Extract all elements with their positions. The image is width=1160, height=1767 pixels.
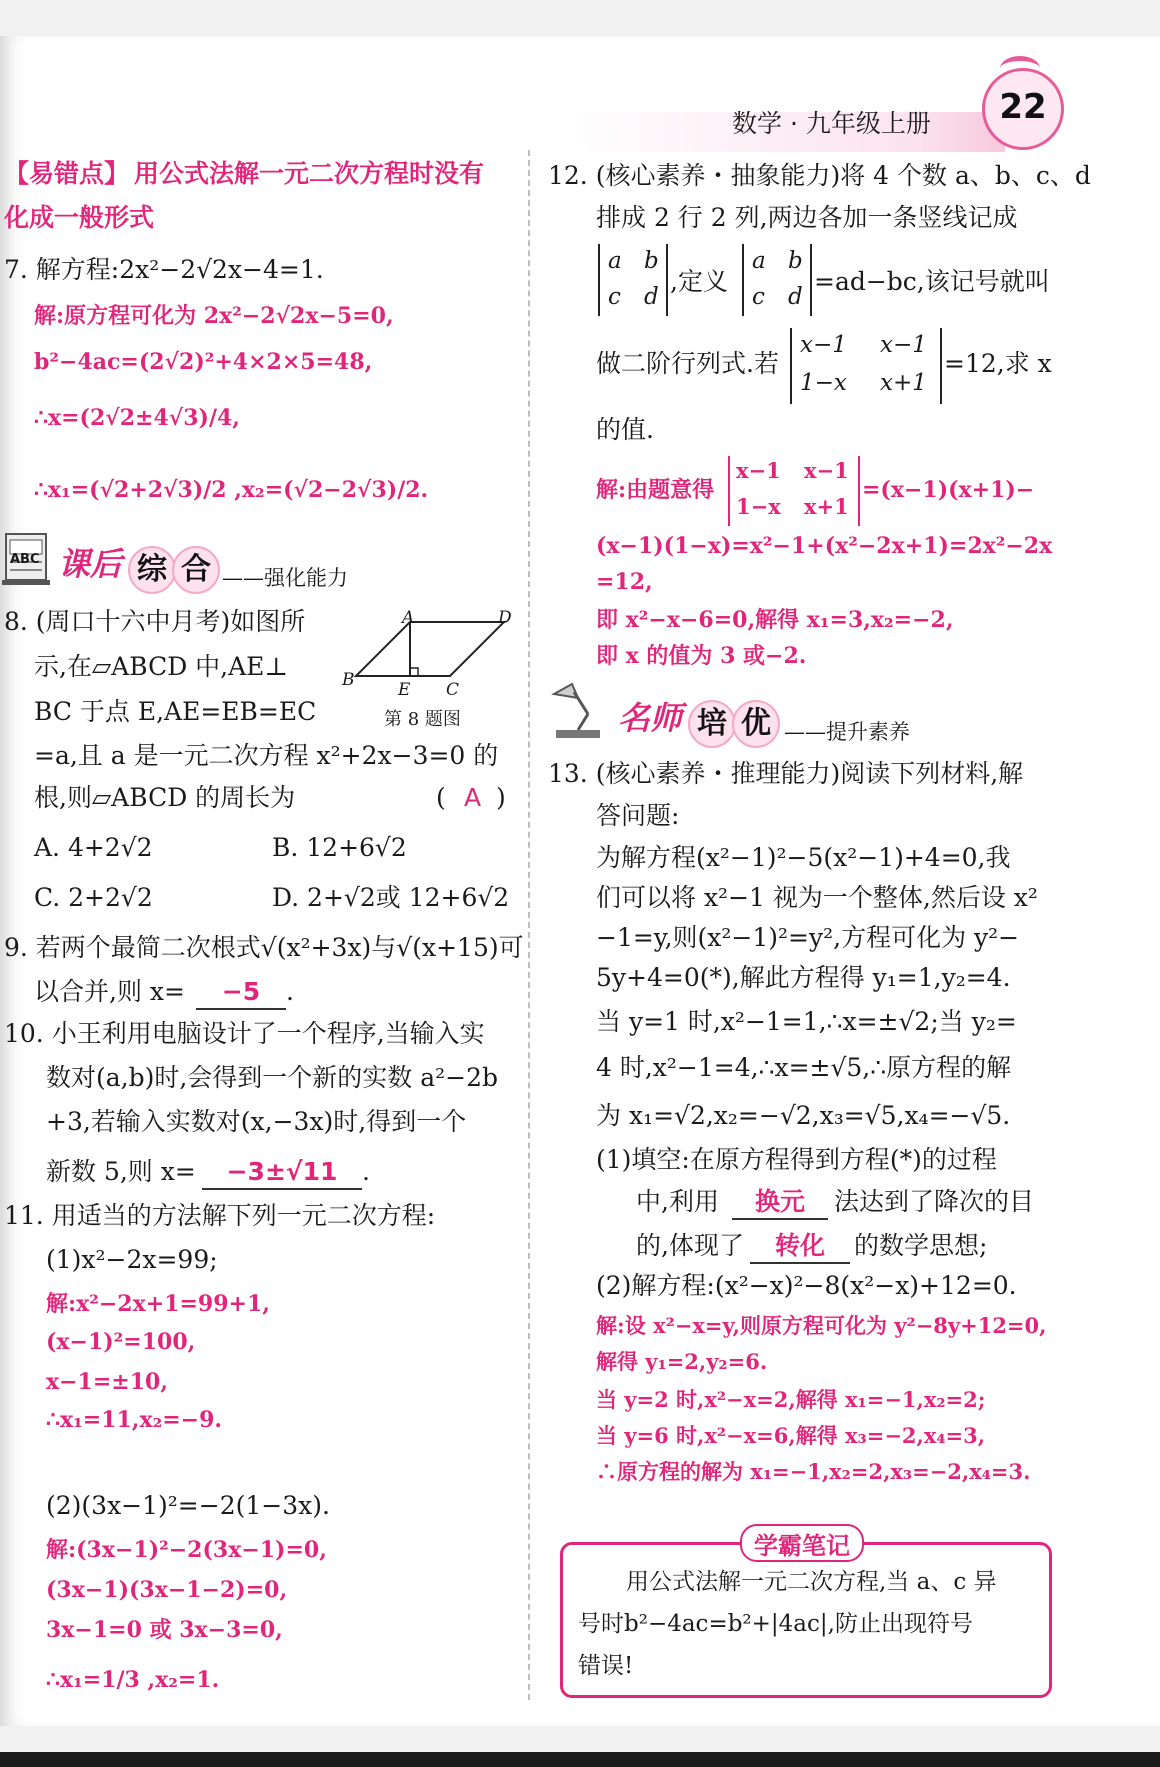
- q7-solution-line: b²−4ac=(2√2)²+4×2×5=48,: [34, 349, 373, 375]
- section-title-after-class: 课后: [58, 545, 123, 583]
- q13-answer-substitution: 换元: [732, 1186, 828, 1220]
- question-12-line: 12. (核心素养・抽象能力)将 4 个数 a、b、c、d: [548, 161, 1091, 190]
- section-title-badge: 培: [688, 700, 736, 748]
- q11-2-solution-line: ∴x₁=1/3 ,x₂=1.: [46, 1667, 220, 1693]
- q9-answer-blank: −5 .: [196, 976, 294, 1010]
- q10-answer-blank: −3±√11 .: [202, 1156, 370, 1190]
- determinant-abcd: [598, 244, 668, 316]
- pitfall-title-line2: 化成一般形式: [4, 203, 155, 232]
- q12-solution-line: =12,: [596, 569, 653, 595]
- question-13-line: 为 x₁=√2,x₂=−√2,x₃=√5,x₄=−√5.: [596, 1101, 1011, 1130]
- q13-2-solution-line: 当 y=2 时,x²−x=2,解得 x₁=−1,x₂=2;: [596, 1387, 986, 1412]
- notebook-icon-label: ABC: [10, 552, 40, 567]
- matrix-cell: b: [644, 248, 659, 274]
- q12-solution-line: (x−1)(1−x)=x²−1+(x²−2x+1)=2x²−2x: [596, 533, 1053, 559]
- matrix-cell: x+1: [880, 370, 927, 396]
- question-10-line: +3,若输入实数对(x,−3x)时,得到一个: [46, 1107, 467, 1136]
- q7-solution-line: 解:原方程可化为 2x²−2√2x−5=0,: [34, 303, 394, 329]
- matrix-cell: x+1: [804, 494, 849, 519]
- question-8-line: 根,则▱ABCD 的周长为: [34, 783, 296, 812]
- question-13-line: 5y+4=0(*),解此方程得 y₁=1,y₂=4.: [596, 963, 1011, 992]
- section-title-badge: 合: [172, 546, 220, 594]
- pitfall-title-line1: 用公式法解一元二次方程时没有: [134, 159, 485, 188]
- q8-answer: A: [464, 783, 482, 812]
- figure-label-e: E: [398, 680, 411, 700]
- section-title-badge: 优: [732, 700, 780, 748]
- page-number-badge: [982, 68, 1064, 150]
- matrix-cell: 1−x: [800, 370, 847, 396]
- question-10-line: 新数 5,则 x=: [46, 1157, 196, 1186]
- q13-2-solution-line: 解:设 x²−x=y,则原方程可化为 y²−8y+12=0,: [596, 1313, 1047, 1338]
- q12-line3: 做二阶行列式.若: [596, 349, 779, 378]
- q13-2-solution-line: 当 y=6 时,x²−x=6,解得 x₃=−2,x₄=3,: [596, 1423, 986, 1448]
- column-divider: [528, 150, 530, 1700]
- q13-part1: 的,体现了: [636, 1231, 744, 1260]
- question-13-line: 为解方程(x²−1)²−5(x²−1)+4=0,我: [596, 843, 1011, 872]
- q11-1-solution-line: 解:x²−2x+1=99+1,: [46, 1291, 270, 1317]
- matrix-cell: c: [608, 284, 621, 310]
- section-title-master: 名师: [618, 699, 683, 737]
- q13-part1: 的数学思想;: [854, 1231, 988, 1260]
- q11-part1: (1)x²−2x=99;: [46, 1245, 218, 1274]
- question-13-line: 13. (核心素养・推理能力)阅读下列材料,解: [548, 759, 1024, 788]
- question-10-line: 10. 小王利用电脑设计了一个程序,当输入实: [4, 1019, 485, 1048]
- figure-label-a: A: [402, 608, 415, 628]
- answer-paren-open: (: [436, 783, 446, 812]
- q11-1-solution-line: (x−1)²=100,: [46, 1329, 196, 1355]
- question-9-line: 9. 若两个最简二次根式√(x²+3x)与√(x+15)可: [4, 933, 524, 962]
- question-13-line: 4 时,x²−1=4,∴x=±√5,∴原方程的解: [596, 1053, 1012, 1082]
- q13-part1: 法达到了降次的目: [834, 1187, 1035, 1216]
- q13-part1: 中,利用: [636, 1187, 719, 1216]
- matrix-cell: a: [608, 248, 622, 274]
- question-7: 7. 解方程:2x²−2√2x−4=1.: [4, 255, 324, 284]
- subject-header: 数学 · 九年级上册: [732, 109, 931, 138]
- q12-definition-text: =ad−bc,该记号就叫: [814, 267, 1050, 296]
- matrix-cell: x−1: [800, 332, 847, 358]
- answer-paren-close: ): [496, 783, 506, 812]
- q13-2-solution-line: 解得 y₁=2,y₂=6.: [596, 1349, 768, 1374]
- q11-1-solution-line: ∴x₁=11,x₂=−9.: [46, 1407, 223, 1433]
- figure-label-b: B: [342, 670, 355, 690]
- question-8-line: =a,且 a 是一元二次方程 x²+2x−3=0 的: [34, 741, 499, 770]
- q13-answer-transformation: 转化: [750, 1230, 850, 1264]
- q12-definition-text: ,定义: [670, 267, 728, 296]
- matrix-cell: d: [644, 284, 659, 310]
- question-13-line: 们可以将 x²−1 视为一个整体,然后设 x²: [596, 883, 1038, 912]
- determinant-x: [790, 328, 942, 404]
- study-note-line: 错误!: [578, 1653, 634, 1679]
- matrix-cell: a: [752, 248, 766, 274]
- matrix-cell: x−1: [804, 458, 849, 483]
- figure-label-c: C: [446, 680, 460, 700]
- q10-answer: −3±√11: [202, 1156, 362, 1190]
- determinant-abcd-2: [742, 244, 812, 316]
- matrix-cell: c: [752, 284, 765, 310]
- q12-line3-end: =12,求 x: [944, 349, 1052, 378]
- q13-2-solution-line: ∴原方程的解为 x₁=−1,x₂=2,x₃=−2,x₄=3.: [596, 1459, 1031, 1484]
- section-subtitle: ——强化能力: [222, 566, 348, 590]
- matrix-cell: 1−x: [736, 494, 781, 519]
- matrix-cell: b: [788, 248, 803, 274]
- question-12-line: 排成 2 行 2 列,两边各加一条竖线记成: [596, 203, 1018, 232]
- matrix-cell: x−1: [736, 458, 781, 483]
- figure-caption: 第 8 题图: [384, 709, 461, 730]
- q12-solution-line: =(x−1)(x+1)−: [862, 477, 1035, 503]
- matrix-cell: x−1: [880, 332, 927, 358]
- question-13-line: −1=y,则(x²−1)²=y²,方程可化为 y²−: [596, 923, 1020, 952]
- q11-part2: (2)(3x−1)²=−2(1−3x).: [46, 1491, 330, 1520]
- question-13-line: 当 y=1 时,x²−1=1,∴x=±√2;当 y₂=: [596, 1007, 1017, 1036]
- q12-solution-line: 解:由题意得: [596, 477, 715, 503]
- q11-2-solution-line: (3x−1)(3x−1−2)=0,: [46, 1577, 288, 1603]
- page-number: 22: [999, 87, 1047, 127]
- parallelogram-figure: [340, 606, 520, 698]
- section-title-badge: 综: [128, 546, 176, 594]
- q12-solution-line: 即 x 的值为 3 或−2.: [596, 643, 807, 669]
- question-9-line: 以合并,则 x=: [34, 977, 185, 1006]
- q8-option: D. 2+√2或 12+6√2: [272, 883, 510, 912]
- bottom-bar: [0, 1752, 1160, 1767]
- q7-solution-line: ∴x=(2√2±4√3)/4,: [34, 405, 240, 431]
- q7-solution-line: ∴x₁=(√2+2√3)/2 ,x₂=(√2−2√3)/2.: [34, 477, 429, 503]
- study-note-title: 学霸笔记: [740, 1524, 864, 1562]
- study-note-line: 用公式法解一元二次方程,当 a、c 异: [626, 1569, 997, 1595]
- figure-label-d: D: [498, 608, 512, 628]
- question-8-line: 示,在▱ABCD 中,AE⊥: [34, 652, 288, 681]
- q11-2-solution-line: 3x−1=0 或 3x−3=0,: [46, 1617, 283, 1643]
- question-10-line: 数对(a,b)时,会得到一个新的实数 a²−2b: [46, 1063, 499, 1092]
- q8-option: C. 2+2√2: [34, 883, 153, 912]
- q8-option: A. 4+2√2: [34, 833, 153, 862]
- q11-2-solution-line: 解:(3x−1)²−2(3x−1)=0,: [46, 1537, 327, 1563]
- q13-part1: (1)填空:在原方程得到方程(*)的过程: [596, 1145, 997, 1174]
- pitfall-tag: 【易错点】: [4, 159, 130, 188]
- q12-line4: 的值.: [596, 415, 654, 444]
- question-13-line: 答问题:: [596, 801, 680, 830]
- q9-answer: −5: [196, 976, 286, 1010]
- matrix-cell: d: [788, 284, 803, 310]
- q13-part2: (2)解方程:(x²−x)²−8(x²−x)+12=0.: [596, 1271, 1017, 1300]
- question-8-line: 8. (周口十六中月考)如图所: [4, 607, 306, 636]
- section-subtitle: ——提升素养: [784, 720, 910, 744]
- question-8-line: BC 于点 E,AE=EB=EC: [34, 697, 317, 726]
- study-note-line: 号时b²−4ac=b²+|4ac|,防止出现符号: [578, 1611, 973, 1637]
- q11-1-solution-line: x−1=±10,: [46, 1369, 168, 1395]
- q8-option: B. 12+6√2: [272, 833, 407, 862]
- question-11: 11. 用适当的方法解下列一元二次方程:: [4, 1201, 436, 1230]
- q12-solution-line: 即 x²−x−6=0,解得 x₁=3,x₂=−2,: [596, 607, 954, 633]
- desk-lamp-icon: [548, 680, 606, 740]
- determinant-x-solution: [728, 456, 860, 526]
